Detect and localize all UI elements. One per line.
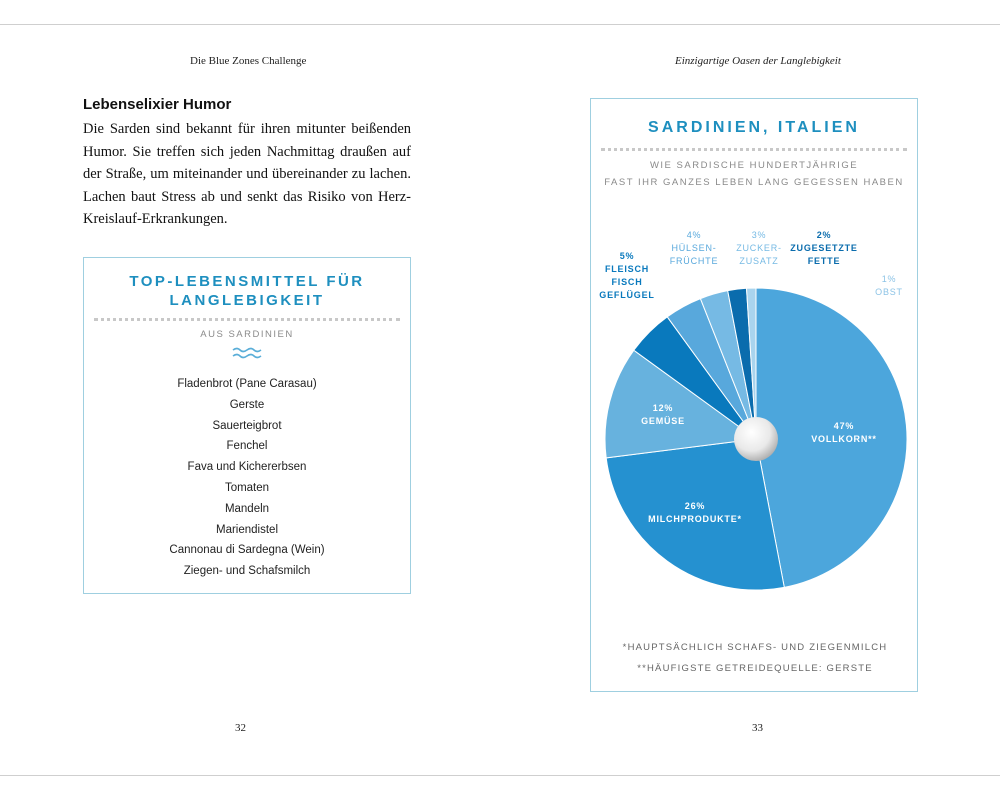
dotted-divider xyxy=(94,318,400,321)
body-paragraph: Die Sarden sind bekannt für ihren mitunter beißenden Humor. Sie treffen sich jeden Nachmittag draußen auf der Straße, um miteinander und übereinander zu lachen. Lachen baut Stress ab und senkt das Risiko von Herz-Kreislauf-Erkrankungen. xyxy=(83,121,411,227)
pie-slice-label: 12% GEMÜSE xyxy=(641,403,685,426)
food-item: Mandeln xyxy=(224,502,270,515)
food-item: Fenchel xyxy=(226,440,268,453)
right-page-number: 33 xyxy=(752,722,763,734)
food-item: Fladenbrot (Pane Carasau) xyxy=(177,378,317,390)
waves-icon xyxy=(231,346,263,360)
pie-slice-label: 2% ZUGESETZTE FETTE xyxy=(790,230,858,266)
food-item: Sauerteigbrot xyxy=(212,419,282,432)
top-foods-box xyxy=(83,257,411,594)
pie-center-cap xyxy=(734,417,778,461)
food-list xyxy=(84,374,410,582)
pie-chart xyxy=(591,99,919,693)
pie-slice-label: 1% OBST xyxy=(875,274,903,297)
food-item: Mariendistel xyxy=(216,523,278,536)
chart-title: SARDINIEN, ITALIEN xyxy=(648,119,860,136)
pie-slice-label: 5% FLEISCH FISCH GEFLÜGEL xyxy=(599,251,655,300)
food-item: Cannonau di Sardegna (Wein) xyxy=(169,544,325,557)
left-running-head: Die Blue Zones Challenge xyxy=(190,55,307,67)
right-running-head: Einzigartige Oasen der Langlebigkeit xyxy=(675,55,841,67)
left-page-number: 32 xyxy=(235,722,246,734)
pie-slice-label: 47% VOLLKORN** xyxy=(811,421,877,444)
section-heading: Lebenselixier Humor xyxy=(83,96,232,113)
chart-subtitle: WIE SARDISCHE HUNDERTJÄHRIGE FAST IHR GANZES LEBEN LANG GEGESSEN HABEN xyxy=(604,160,904,188)
food-item: Tomaten xyxy=(224,481,270,494)
food-item: Gerste xyxy=(229,398,265,411)
diet-chart-box xyxy=(590,98,918,692)
top-foods-subtitle: AUS SARDINIEN xyxy=(200,329,294,340)
food-item: Fava und Kichererbsen xyxy=(187,461,307,474)
top-foods-title: TOP-LEBENSMITTEL FÜR LANGLEBIGKEIT xyxy=(129,273,365,309)
footnote-grain: **HÄUFIGSTE GETREIDEQUELLE: GERSTE xyxy=(637,663,873,674)
footnote-milk: *HAUPTSÄCHLICH SCHAFS- UND ZIEGENMILCH xyxy=(622,642,888,653)
pie-slice-label: 26% MILCHPRODUKTE* xyxy=(648,501,742,524)
pie-slice-label: 4% HÜLSEN-FRÜCHTE xyxy=(669,230,719,266)
food-item: Ziegen- und Schafsmilch xyxy=(183,565,311,578)
pie-slice-label: 3% ZUCKER-ZUSATZ xyxy=(736,230,782,266)
